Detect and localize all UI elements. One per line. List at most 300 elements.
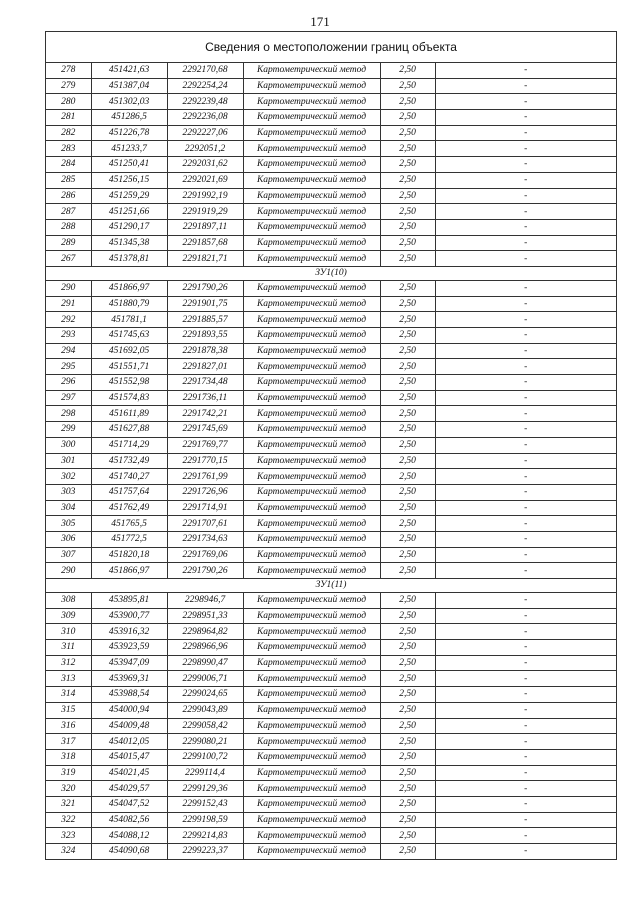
- method-cell: Картометрический метод: [243, 640, 380, 656]
- note-cell: -: [435, 453, 616, 469]
- table-row: [46, 516, 616, 532]
- coord-y-cell: 2291714,91: [167, 500, 243, 516]
- coord-x-cell: 451772,5: [91, 531, 167, 547]
- method-cell: Картометрический метод: [243, 157, 380, 173]
- table-row: [46, 63, 616, 78]
- coord-y-cell: 2291901,75: [167, 296, 243, 312]
- point-number-cell: 293: [46, 328, 91, 344]
- note-cell: -: [435, 500, 616, 516]
- method-cell: Картометрический метод: [243, 469, 380, 485]
- accuracy-cell: 2,50: [380, 844, 435, 860]
- note-cell: -: [435, 296, 616, 312]
- point-number-cell: 285: [46, 172, 91, 188]
- table-row: [46, 251, 616, 267]
- coord-y-cell: 2299100,72: [167, 749, 243, 765]
- accuracy-cell: 2,50: [380, 734, 435, 750]
- method-cell: Картометрический метод: [243, 375, 380, 391]
- accuracy-cell: 2,50: [380, 204, 435, 220]
- note-cell: -: [435, 328, 616, 344]
- point-number-cell: 291: [46, 296, 91, 312]
- table-row: [46, 671, 616, 687]
- method-cell: Картометрический метод: [243, 125, 380, 141]
- note-cell: -: [435, 94, 616, 110]
- method-cell: Картометрический метод: [243, 235, 380, 251]
- boundary-table-sheet: [45, 31, 617, 860]
- table-row: [46, 844, 616, 860]
- note-cell: -: [435, 390, 616, 406]
- coord-x-cell: 453969,31: [91, 671, 167, 687]
- coord-y-cell: 2298951,33: [167, 608, 243, 624]
- note-cell: -: [435, 219, 616, 235]
- point-number-cell: 312: [46, 655, 91, 671]
- coord-x-cell: 451387,04: [91, 78, 167, 94]
- coord-y-cell: 2291761,99: [167, 469, 243, 485]
- coord-x-cell: 451880,79: [91, 296, 167, 312]
- table-row: [46, 204, 616, 220]
- point-number-cell: 313: [46, 671, 91, 687]
- section-label: ЗУ1(10): [46, 266, 616, 280]
- accuracy-cell: 2,50: [380, 547, 435, 563]
- coord-x-cell: 451551,71: [91, 359, 167, 375]
- point-number-cell: 302: [46, 469, 91, 485]
- table-row: [46, 328, 616, 344]
- table-row: [46, 110, 616, 126]
- table-row: [46, 406, 616, 422]
- method-cell: Картометрический метод: [243, 765, 380, 781]
- coord-y-cell: 2298964,82: [167, 624, 243, 640]
- method-cell: Картометрический метод: [243, 781, 380, 797]
- coord-x-cell: 453947,09: [91, 655, 167, 671]
- note-cell: -: [435, 63, 616, 78]
- method-cell: Картометрический метод: [243, 671, 380, 687]
- coord-x-cell: 451740,27: [91, 469, 167, 485]
- method-cell: Картометрический метод: [243, 204, 380, 220]
- accuracy-cell: 2,50: [380, 687, 435, 703]
- method-cell: Картометрический метод: [243, 702, 380, 718]
- point-number-cell: 315: [46, 702, 91, 718]
- point-number-cell: 305: [46, 516, 91, 532]
- method-cell: Картометрический метод: [243, 63, 380, 78]
- coord-y-cell: 2291878,38: [167, 343, 243, 359]
- accuracy-cell: 2,50: [380, 343, 435, 359]
- note-cell: -: [435, 844, 616, 860]
- table-title: Сведения о местоположении границ объекта: [46, 32, 616, 63]
- point-number-cell: 295: [46, 359, 91, 375]
- point-number-cell: 298: [46, 406, 91, 422]
- coord-y-cell: 2291992,19: [167, 188, 243, 204]
- note-cell: -: [435, 484, 616, 500]
- coord-y-cell: 2299024,65: [167, 687, 243, 703]
- accuracy-cell: 2,50: [380, 469, 435, 485]
- coord-y-cell: 2298946,7: [167, 593, 243, 609]
- coord-y-cell: 2291726,96: [167, 484, 243, 500]
- table-row: [46, 608, 616, 624]
- point-number-cell: 267: [46, 251, 91, 267]
- point-number-cell: 311: [46, 640, 91, 656]
- coord-y-cell: 2299043,89: [167, 702, 243, 718]
- table-row: [46, 547, 616, 563]
- coord-x-cell: 454012,05: [91, 734, 167, 750]
- coord-x-cell: 453988,54: [91, 687, 167, 703]
- point-number-cell: 317: [46, 734, 91, 750]
- coord-y-cell: 2292021,69: [167, 172, 243, 188]
- accuracy-cell: 2,50: [380, 765, 435, 781]
- coord-y-cell: 2292236,08: [167, 110, 243, 126]
- point-number-cell: 292: [46, 312, 91, 328]
- point-number-cell: 294: [46, 343, 91, 359]
- table-row: [46, 453, 616, 469]
- coord-x-cell: 454009,48: [91, 718, 167, 734]
- table-row: [46, 500, 616, 516]
- table-row: [46, 687, 616, 703]
- table-row: [46, 531, 616, 547]
- table-row: [46, 765, 616, 781]
- note-cell: -: [435, 531, 616, 547]
- coord-y-cell: 2298990,47: [167, 655, 243, 671]
- note-cell: -: [435, 172, 616, 188]
- accuracy-cell: 2,50: [380, 188, 435, 204]
- accuracy-cell: 2,50: [380, 828, 435, 844]
- coord-x-cell: 454090,68: [91, 844, 167, 860]
- method-cell: Картометрический метод: [243, 280, 380, 296]
- method-cell: Картометрический метод: [243, 687, 380, 703]
- point-number-cell: 318: [46, 749, 91, 765]
- accuracy-cell: 2,50: [380, 78, 435, 94]
- coord-y-cell: 2291742,21: [167, 406, 243, 422]
- note-cell: -: [435, 593, 616, 609]
- page-number: 171: [310, 14, 330, 29]
- method-cell: Картометрический метод: [243, 312, 380, 328]
- coord-y-cell: 2299058,42: [167, 718, 243, 734]
- method-cell: Картометрический метод: [243, 94, 380, 110]
- accuracy-cell: 2,50: [380, 312, 435, 328]
- coord-x-cell: 451714,29: [91, 437, 167, 453]
- point-number-cell: 284: [46, 157, 91, 173]
- table-row: [46, 141, 616, 157]
- coord-x-cell: 451574,83: [91, 390, 167, 406]
- accuracy-cell: 2,50: [380, 235, 435, 251]
- section-row: [46, 266, 616, 280]
- coord-x-cell: 451866,97: [91, 280, 167, 296]
- method-cell: Картометрический метод: [243, 516, 380, 532]
- table-row: [46, 828, 616, 844]
- coord-x-cell: 451745,63: [91, 328, 167, 344]
- method-cell: Картометрический метод: [243, 844, 380, 860]
- accuracy-cell: 2,50: [380, 593, 435, 609]
- point-number-cell: 290: [46, 280, 91, 296]
- table-row: [46, 94, 616, 110]
- table-row: [46, 157, 616, 173]
- section-row: [46, 579, 616, 593]
- note-cell: -: [435, 516, 616, 532]
- point-number-cell: 280: [46, 94, 91, 110]
- note-cell: -: [435, 671, 616, 687]
- coord-y-cell: 2299152,43: [167, 796, 243, 812]
- note-cell: -: [435, 359, 616, 375]
- coord-x-cell: 453900,77: [91, 608, 167, 624]
- accuracy-cell: 2,50: [380, 251, 435, 267]
- method-cell: Картометрический метод: [243, 453, 380, 469]
- table-row: [46, 280, 616, 296]
- coord-y-cell: 2291790,26: [167, 280, 243, 296]
- accuracy-cell: 2,50: [380, 796, 435, 812]
- table-row: [46, 359, 616, 375]
- accuracy-cell: 2,50: [380, 390, 435, 406]
- accuracy-cell: 2,50: [380, 141, 435, 157]
- coord-y-cell: 2292239,48: [167, 94, 243, 110]
- coord-y-cell: 2291770,15: [167, 453, 243, 469]
- method-cell: Картометрический метод: [243, 78, 380, 94]
- note-cell: -: [435, 469, 616, 485]
- coord-y-cell: 2291736,11: [167, 390, 243, 406]
- note-cell: -: [435, 235, 616, 251]
- accuracy-cell: 2,50: [380, 280, 435, 296]
- coord-y-cell: 2292227,06: [167, 125, 243, 141]
- method-cell: Картометрический метод: [243, 718, 380, 734]
- table-row: [46, 78, 616, 94]
- coord-y-cell: 2292051,2: [167, 141, 243, 157]
- coord-y-cell: 2291893,55: [167, 328, 243, 344]
- section-label: ЗУ1(11): [46, 579, 616, 593]
- method-cell: Картометрический метод: [243, 608, 380, 624]
- coord-y-cell: 2291734,63: [167, 531, 243, 547]
- method-cell: Картометрический метод: [243, 359, 380, 375]
- coord-x-cell: 451762,49: [91, 500, 167, 516]
- table-row: [46, 437, 616, 453]
- note-cell: -: [435, 204, 616, 220]
- method-cell: Картометрический метод: [243, 593, 380, 609]
- note-cell: -: [435, 765, 616, 781]
- accuracy-cell: 2,50: [380, 500, 435, 516]
- coord-x-cell: 454029,57: [91, 781, 167, 797]
- point-number-cell: 289: [46, 235, 91, 251]
- coord-x-cell: 451226,78: [91, 125, 167, 141]
- accuracy-cell: 2,50: [380, 328, 435, 344]
- method-cell: Картометрический метод: [243, 563, 380, 579]
- method-cell: Картометрический метод: [243, 343, 380, 359]
- table-row: [46, 563, 616, 579]
- method-cell: Картометрический метод: [243, 500, 380, 516]
- point-number-cell: 296: [46, 375, 91, 391]
- table-row: [46, 593, 616, 609]
- table-row: [46, 390, 616, 406]
- table-row: [46, 702, 616, 718]
- point-number-cell: 300: [46, 437, 91, 453]
- note-cell: -: [435, 563, 616, 579]
- coord-y-cell: 2291707,61: [167, 516, 243, 532]
- note-cell: -: [435, 718, 616, 734]
- point-number-cell: 310: [46, 624, 91, 640]
- method-cell: Картометрический метод: [243, 219, 380, 235]
- table-row: [46, 655, 616, 671]
- accuracy-cell: 2,50: [380, 655, 435, 671]
- coord-x-cell: 451286,5: [91, 110, 167, 126]
- note-cell: -: [435, 624, 616, 640]
- coord-x-cell: 451781,1: [91, 312, 167, 328]
- coord-x-cell: 451765,5: [91, 516, 167, 532]
- accuracy-cell: 2,50: [380, 812, 435, 828]
- table-row: [46, 640, 616, 656]
- note-cell: -: [435, 188, 616, 204]
- method-cell: Картометрический метод: [243, 110, 380, 126]
- coord-x-cell: 451627,88: [91, 422, 167, 438]
- coord-x-cell: 451421,63: [91, 63, 167, 78]
- coord-y-cell: 2291769,77: [167, 437, 243, 453]
- note-cell: -: [435, 749, 616, 765]
- accuracy-cell: 2,50: [380, 125, 435, 141]
- note-cell: -: [435, 312, 616, 328]
- note-cell: -: [435, 251, 616, 267]
- coord-x-cell: 451256,15: [91, 172, 167, 188]
- point-number-cell: 321: [46, 796, 91, 812]
- coord-x-cell: 451259,29: [91, 188, 167, 204]
- accuracy-cell: 2,50: [380, 110, 435, 126]
- coord-x-cell: 453916,32: [91, 624, 167, 640]
- coord-y-cell: 2292254,24: [167, 78, 243, 94]
- note-cell: -: [435, 78, 616, 94]
- coord-y-cell: 2292031,62: [167, 157, 243, 173]
- note-cell: -: [435, 110, 616, 126]
- method-cell: Картометрический метод: [243, 172, 380, 188]
- note-cell: -: [435, 141, 616, 157]
- note-cell: -: [435, 343, 616, 359]
- table-row: [46, 781, 616, 797]
- point-number-cell: 323: [46, 828, 91, 844]
- accuracy-cell: 2,50: [380, 437, 435, 453]
- note-cell: -: [435, 734, 616, 750]
- coord-x-cell: 453895,81: [91, 593, 167, 609]
- point-number-cell: 283: [46, 141, 91, 157]
- coord-x-cell: 451552,98: [91, 375, 167, 391]
- table-row: [46, 172, 616, 188]
- point-number-cell: 319: [46, 765, 91, 781]
- coord-x-cell: 451290,17: [91, 219, 167, 235]
- accuracy-cell: 2,50: [380, 702, 435, 718]
- coord-x-cell: 451250,41: [91, 157, 167, 173]
- coord-x-cell: 453923,59: [91, 640, 167, 656]
- point-number-cell: 306: [46, 531, 91, 547]
- accuracy-cell: 2,50: [380, 781, 435, 797]
- coordinates-table: [46, 63, 616, 860]
- table-row: [46, 796, 616, 812]
- point-number-cell: 307: [46, 547, 91, 563]
- method-cell: Картометрический метод: [243, 141, 380, 157]
- point-number-cell: 282: [46, 125, 91, 141]
- note-cell: -: [435, 828, 616, 844]
- point-number-cell: 309: [46, 608, 91, 624]
- accuracy-cell: 2,50: [380, 484, 435, 500]
- coord-x-cell: 454015,47: [91, 749, 167, 765]
- method-cell: Картометрический метод: [243, 547, 380, 563]
- point-number-cell: 304: [46, 500, 91, 516]
- coord-y-cell: 2299114,4: [167, 765, 243, 781]
- method-cell: Картометрический метод: [243, 734, 380, 750]
- method-cell: Картометрический метод: [243, 531, 380, 547]
- coord-x-cell: 454000,94: [91, 702, 167, 718]
- accuracy-cell: 2,50: [380, 718, 435, 734]
- table-row: [46, 624, 616, 640]
- method-cell: Картометрический метод: [243, 406, 380, 422]
- coord-x-cell: 454021,45: [91, 765, 167, 781]
- coord-x-cell: 451302,03: [91, 94, 167, 110]
- table-row: [46, 734, 616, 750]
- coord-x-cell: 451378,81: [91, 251, 167, 267]
- accuracy-cell: 2,50: [380, 375, 435, 391]
- point-number-cell: 316: [46, 718, 91, 734]
- method-cell: Картометрический метод: [243, 251, 380, 267]
- coord-y-cell: 2291919,29: [167, 204, 243, 220]
- coordinates-table-body: [46, 63, 616, 859]
- point-number-cell: 288: [46, 219, 91, 235]
- coord-y-cell: 2291745,69: [167, 422, 243, 438]
- method-cell: Картометрический метод: [243, 796, 380, 812]
- accuracy-cell: 2,50: [380, 640, 435, 656]
- point-number-cell: 308: [46, 593, 91, 609]
- note-cell: -: [435, 812, 616, 828]
- coord-y-cell: 2299198,59: [167, 812, 243, 828]
- accuracy-cell: 2,50: [380, 157, 435, 173]
- accuracy-cell: 2,50: [380, 453, 435, 469]
- method-cell: Картометрический метод: [243, 188, 380, 204]
- note-cell: -: [435, 687, 616, 703]
- note-cell: -: [435, 437, 616, 453]
- table-row: [46, 125, 616, 141]
- method-cell: Картометрический метод: [243, 655, 380, 671]
- coord-y-cell: 2299214,83: [167, 828, 243, 844]
- coord-y-cell: 2299006,71: [167, 671, 243, 687]
- table-row: [46, 235, 616, 251]
- point-number-cell: 299: [46, 422, 91, 438]
- method-cell: Картометрический метод: [243, 437, 380, 453]
- method-cell: Картометрический метод: [243, 296, 380, 312]
- point-number-cell: 301: [46, 453, 91, 469]
- coord-x-cell: 451233,7: [91, 141, 167, 157]
- method-cell: Картометрический метод: [243, 328, 380, 344]
- method-cell: Картометрический метод: [243, 390, 380, 406]
- accuracy-cell: 2,50: [380, 359, 435, 375]
- table-row: [46, 219, 616, 235]
- method-cell: Картометрический метод: [243, 422, 380, 438]
- note-cell: -: [435, 125, 616, 141]
- coord-y-cell: 2299223,37: [167, 844, 243, 860]
- coord-y-cell: 2291885,57: [167, 312, 243, 328]
- coord-y-cell: 2291857,68: [167, 235, 243, 251]
- point-number-cell: 278: [46, 63, 91, 78]
- coord-x-cell: 451251,66: [91, 204, 167, 220]
- note-cell: -: [435, 422, 616, 438]
- coord-x-cell: 451732,49: [91, 453, 167, 469]
- note-cell: -: [435, 781, 616, 797]
- method-cell: Картометрический метод: [243, 484, 380, 500]
- accuracy-cell: 2,50: [380, 531, 435, 547]
- coord-x-cell: 454088,12: [91, 828, 167, 844]
- coord-y-cell: 2291821,71: [167, 251, 243, 267]
- note-cell: -: [435, 796, 616, 812]
- point-number-cell: 290: [46, 563, 91, 579]
- coord-y-cell: 2299080,21: [167, 734, 243, 750]
- point-number-cell: 287: [46, 204, 91, 220]
- accuracy-cell: 2,50: [380, 422, 435, 438]
- method-cell: Картометрический метод: [243, 812, 380, 828]
- coord-x-cell: 451345,38: [91, 235, 167, 251]
- coord-y-cell: 2299129,36: [167, 781, 243, 797]
- coord-y-cell: 2291790,26: [167, 563, 243, 579]
- note-cell: -: [435, 640, 616, 656]
- table-row: [46, 343, 616, 359]
- coord-y-cell: 2292170,68: [167, 63, 243, 78]
- table-row: [46, 296, 616, 312]
- point-number-cell: 279: [46, 78, 91, 94]
